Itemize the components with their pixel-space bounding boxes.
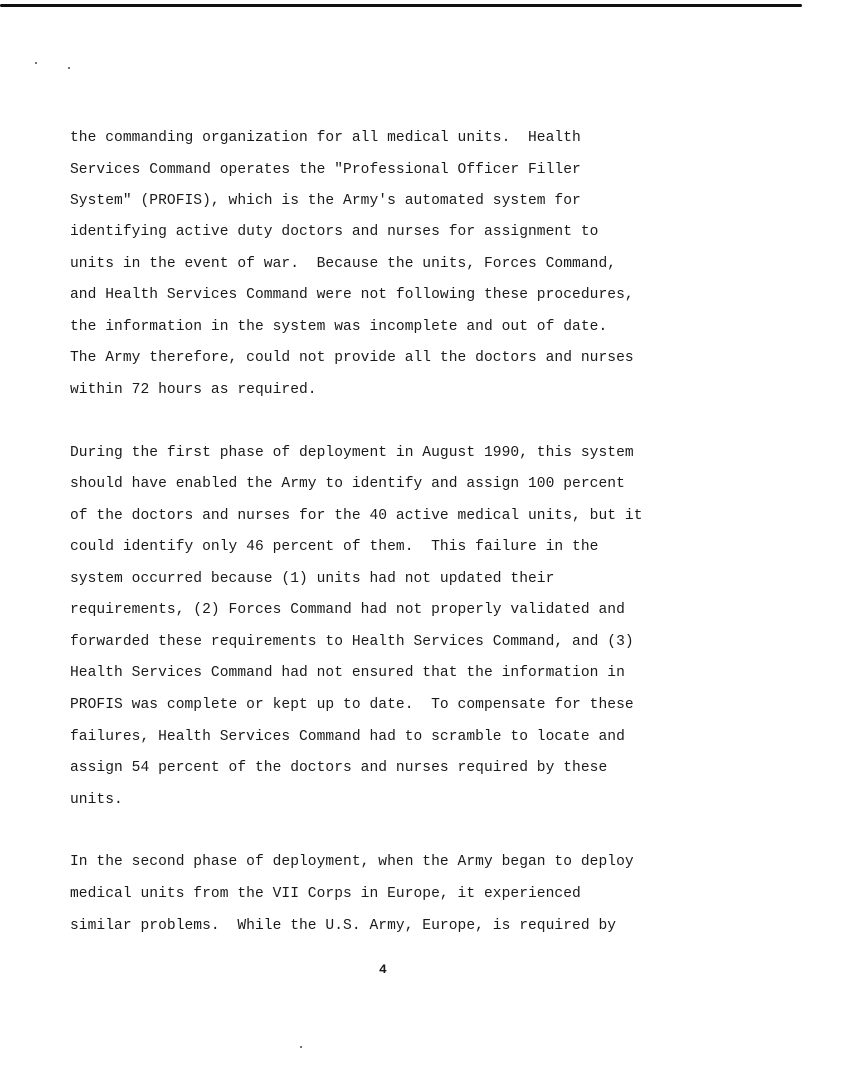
scan-speck [68,67,70,69]
text-line: forwarded these requirements to Health Services Command, and (3) [70,634,634,650]
text-line: Health Services Command had not ensured that the information in [70,665,625,681]
text-line: and Health Services Command were not following these procedures, [70,287,634,303]
text-line: identifying active duty doctors and nurses for assignment to [70,224,599,240]
text-line: In the second phase of deployment, when the Army began to deploy [70,854,634,870]
text-line: requirements, (2) Forces Command had not properly validated and [70,602,625,618]
text-line: units. [70,792,123,808]
text-line: should have enabled the Army to identify and assign 100 percent [70,476,625,492]
text-line: the information in the system was incomplete and out of date. [70,319,608,335]
text-line: PROFIS was complete or kept up to date. To compensate for these [70,697,634,713]
text-line: within 72 hours as required. [70,382,317,398]
scan-speck [300,1046,302,1048]
scan-speck [35,62,37,64]
text-line: similar problems. While the U.S. Army, Europe, is required by [70,918,617,934]
text-line: During the first phase of deployment in August 1990, this system [70,445,634,461]
text-line: The Army therefore, could not provide all the doctors and nurses [70,350,634,366]
top-rule [0,4,802,7]
page-number: 4 [379,962,387,977]
text-line: failures, Health Services Command had to scramble to locate and [70,729,625,745]
text-line: Services Command operates the "Professional Officer Filler [70,162,581,178]
text-line: units in the event of war. Because the units, Forces Command, [70,256,617,272]
text-line: system occurred because (1) units had not updated their [70,571,555,587]
text-line: System" (PROFIS), which is the Army's automated system for [70,193,581,209]
text-line: could identify only 46 percent of them. This failure in the [70,539,599,555]
text-line: medical units from the VII Corps in Europe, it experienced [70,886,581,902]
text-line: assign 54 percent of the doctors and nurses required by these [70,760,608,776]
text-line: the commanding organization for all medical units. Health [70,130,581,146]
text-line: of the doctors and nurses for the 40 active medical units, but it [70,508,643,524]
